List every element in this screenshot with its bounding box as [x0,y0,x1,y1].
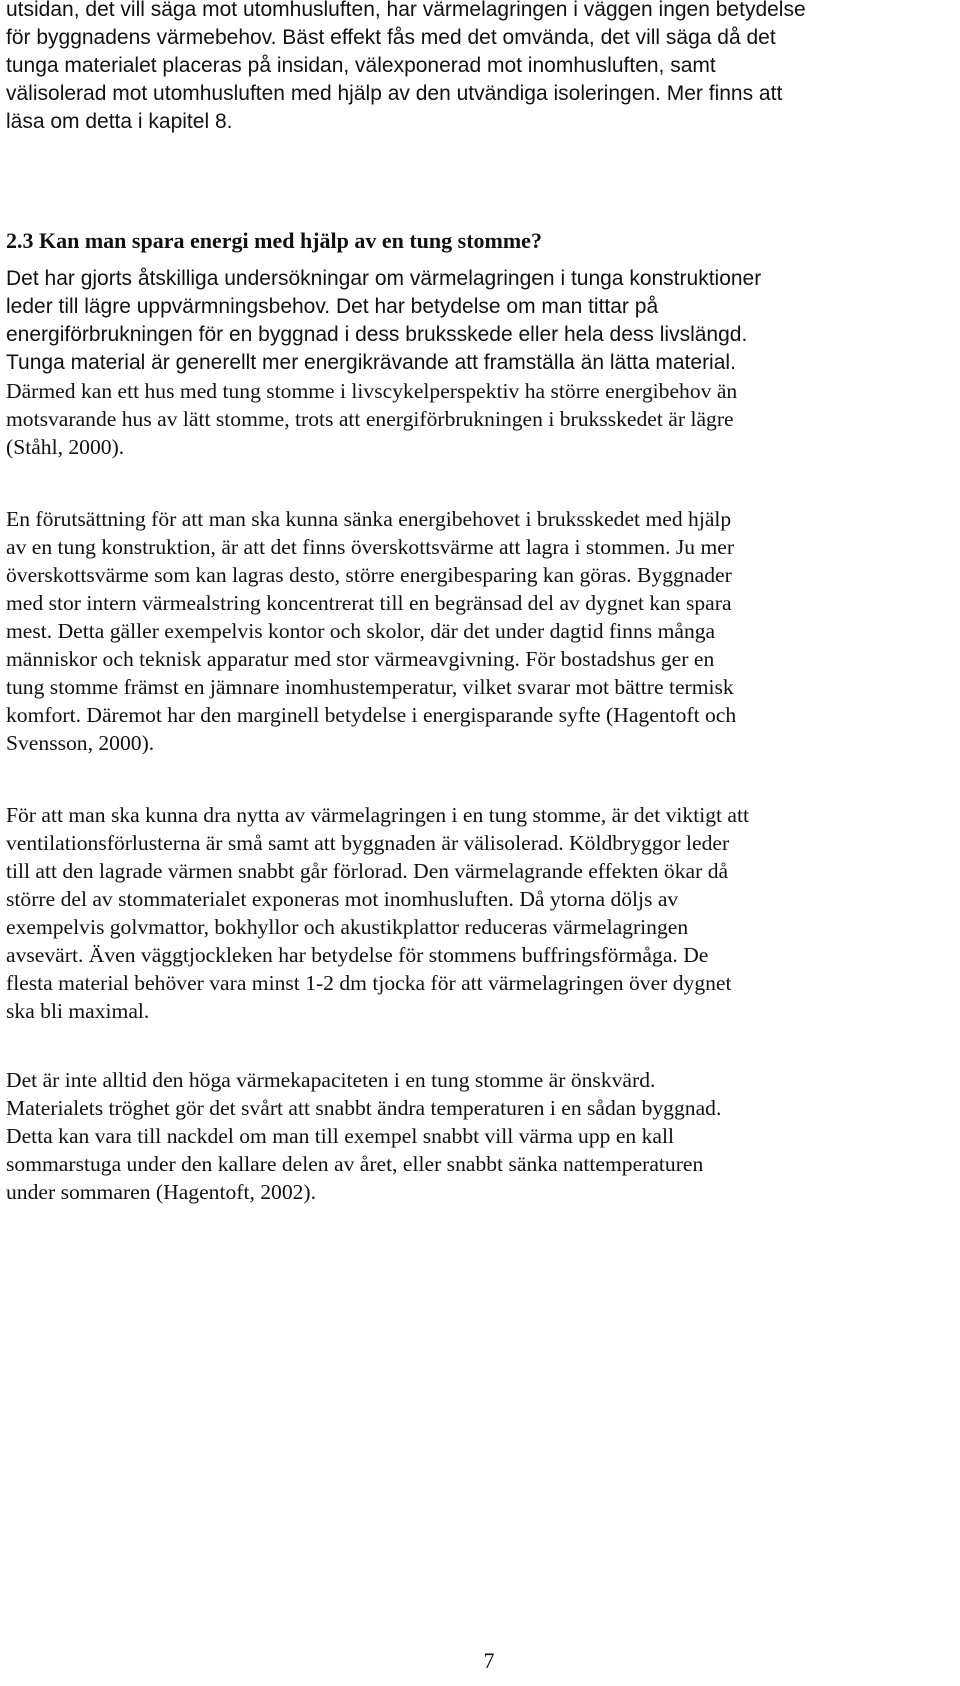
section-heading: 2.3 Kan man spara energi med hjälp av en tung stomme? [6,228,542,254]
text-line: En förutsättning för att man ska kunna sänka energibehovet i bruksskedet med hjälp [6,507,732,531]
text-line: för byggnadens värmebehov. Bäst effekt fås med det omvända, det vill säga då det [6,26,776,49]
body-paragraph [6,801,954,1025]
text-line: motsvarande hus av lätt stomme, trots att energiförbrukningen i bruksskedet är lägre [6,407,734,431]
text-line: avsevärt. Även väggtjockleken har betydelse för stommens buffringsförmåga. De [6,943,709,967]
text-line: flesta material behöver vara minst 1-2 dm tjocka för att värmelagringen över dygnet [6,971,732,995]
text-line: människor och teknisk apparatur med stor värmeavgivning. För bostadshus ger en [6,647,715,671]
text-line: leder till lägre uppvärmningsbehov. Det har betydelse om man tittar på [6,295,659,318]
text-line: större del av stommaterialet exponeras mot inomhusluften. Då ytorna döljs av [6,887,679,911]
text-line: komfort. Däremot har den marginell betydelse i energisparande syfte (Hagentoft och [6,703,737,727]
text-line: Svensson, 2000). [6,731,155,755]
text-line: För att man ska kunna dra nytta av värmelagringen i en tung stomme, är det viktigt att [6,803,749,827]
text-line: läsa om detta i kapitel 8. [6,110,233,133]
text-line: mest. Detta gäller exempelvis kontor och skolor, där det under dagtid finns många [6,619,716,643]
text-line: utsidan, det vill säga mot utomhusluften, har värmelagringen i väggen ingen betydelse [6,0,806,21]
body-paragraph [6,265,946,461]
text-line: ventilationsförlusterna är små samt att byggnaden är välisolerad. Köldbryggor leder [6,831,730,855]
text-line: (Ståhl, 2000). [6,435,125,459]
text-line: överskottsvärme som kan lagras desto, större energibesparing kan göras. Byggnader [6,563,732,587]
text-line: tung stomme främst en jämnare inomhustemperatur, vilket svarar mot bättre termisk [6,675,734,699]
text-line: sommarstuga under den kallare delen av året, eller snabbt sänka nattemperaturen [6,1152,704,1176]
text-line: tunga materialet placeras på insidan, välexponerad mot inomhusluften, samt [6,54,716,77]
text-line: exempelvis golvmattor, bokhyllor och akustikplattor reduceras värmelagringen [6,915,689,939]
text-line: Därmed kan ett hus med tung stomme i livscykelperspektiv ha större energibehov än [6,379,738,403]
body-paragraph [6,505,954,757]
text-line: Detta kan vara till nackdel om man till exempel snabbt vill värma upp en kall [6,1124,675,1148]
text-line: Materialets tröghet gör det svårt att snabbt ändra temperaturen i en sådan byggnad. [6,1096,722,1120]
text-line: energiförbrukningen för en byggnad i dess bruksskede eller hela dess livslängd. [6,323,748,346]
body-paragraph [6,1066,954,1206]
text-line: till att den lagrade värmen snabbt går förlorad. Den värmelagrande effekten ökar då [6,859,729,883]
text-line: välisolerad mot utomhusluften med hjälp av den utvändiga isoleringen. Mer finns att [6,82,783,105]
text-line: Tunga material är generellt mer energikrävande att framställa än lätta material. [6,351,736,374]
text-line: Det har gjorts åtskilliga undersökningar om värmelagringen i tunga konstruktioner [6,267,762,290]
page-number: 7 [483,1648,495,1673]
text-line: av en tung konstruktion, är att det finns överskottsvärme att lagra i stommen. Ju mer [6,535,735,559]
text-line: ska bli maximal. [6,999,150,1023]
text-line: med stor intern värmealstring koncentrerat till en begränsad del av dygnet kan spara [6,591,732,615]
text-line: Det är inte alltid den höga värmekapaciteten i en tung stomme är önskvärd. [6,1068,656,1092]
text-line: under sommaren (Hagentoft, 2002). [6,1180,317,1204]
intro-paragraph [6,0,946,136]
